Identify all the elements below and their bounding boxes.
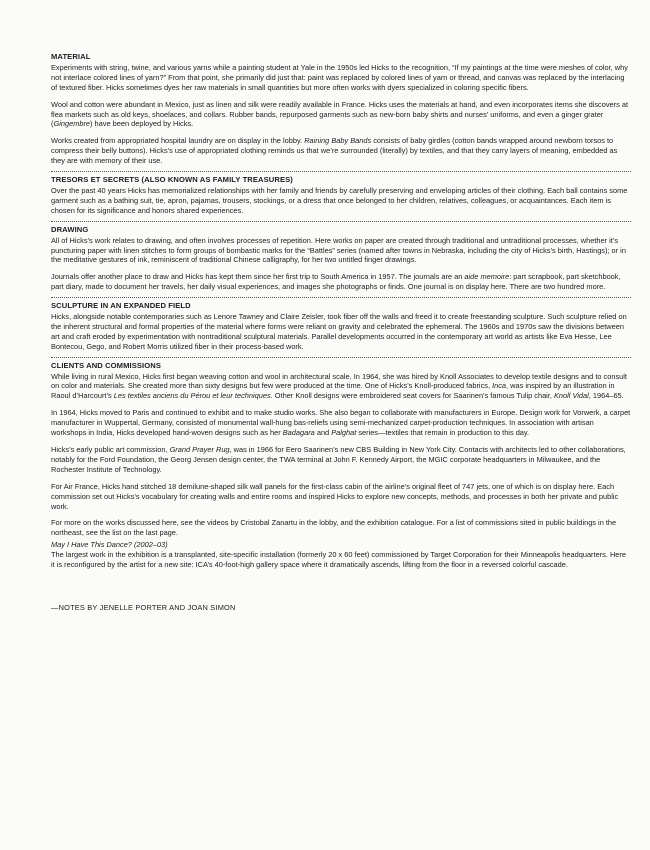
- paragraph: [51, 100, 631, 130]
- text-run: For more on the works discussed here, see the videos by Cristobal Zanartu in the lobby, and the exhibition catalogue. For a list of commissions sited in public buildings in the northeast, see the list on the last page.: [51, 518, 617, 538]
- paragraph: [51, 518, 631, 538]
- italic-title: Badagara: [282, 428, 315, 438]
- text-run: and: [314, 428, 332, 438]
- italic-title: Raining Baby Bands: [304, 136, 372, 146]
- section-clients-and-commissions: [51, 357, 631, 539]
- paragraph: [51, 445, 631, 475]
- section-sculpture-in-an-expanded-field: [51, 297, 631, 352]
- paragraph: [51, 236, 631, 266]
- text-run: Over the past 40 years Hicks has memorialized relationships with her family and friends by carefully preserving and enveloping articles of their clothing. Each ball contains some garment such as a bathing suit, tie, apron, pajamas, trousers, stockings, or a dress that once belonged to her children, relatives, colleagues, or acquaintances. Each item is chosen for its significance and honors shared experiences.: [51, 185, 628, 215]
- text-run: Hicks’s early public art commission,: [51, 445, 170, 454]
- text-run: Experiments with string, twine, and various yarns while a painting student at Yale in the 1950s led Hicks to the recognition, “If my paintings at the time were meshes of color, why not interlace colored lines of yarn?” From that point, she primarily did just that: paint was replaced by colored lines of yarn or thread, and canvas was replaced by the interlacing of textured fiber. Hicks sometimes dyes her raw materials in small quantities but more often works with dyers specialized in coloring specific fibers.: [51, 62, 628, 92]
- paragraph: [51, 186, 631, 216]
- italic-title: Les textiles anciens du Pérou et leur techniques: [113, 391, 271, 401]
- text-run: In 1964, Hicks moved to Paris and continued to exhibit and to make studio works. She also began to collaborate with manufacturers in Europe. Design work for Vorwerk, a carpet manufacturer in Wuppertal, Germany, consisted of monumental wall-hung bas-reliefs using semi-mechanized carpet-production techniques. In association with artisan workshops in India, Hicks developed hand-woven designs such as her: [51, 408, 631, 438]
- paragraph: [51, 312, 631, 352]
- text-run: series—textiles that remain in production to this day.: [356, 428, 530, 438]
- section-tresors-et-secrets-also-known-as-family-treasures: [51, 171, 631, 216]
- section-heading: SCULPTURE IN AN EXPANDED FIELD: [51, 301, 191, 311]
- section-divider: [51, 357, 631, 358]
- section-divider: [51, 297, 631, 298]
- paragraph: [51, 372, 631, 402]
- text-run: ) have been deployed by Hicks.: [90, 119, 194, 129]
- italic-title: aide memoire: [464, 272, 510, 282]
- italic-title: Knoll Vidal: [553, 391, 589, 401]
- text-run: consists of baby girdles (cotton bands wrapped around newborn torsos to compress their belly buttons). Hicks’s use of appropriated clothing reminds us that we’re surrounded (literally) by textiles, and that they carry layers of meaning, embedded as they are with memory of their use.: [51, 136, 618, 166]
- text-run: , 1964–65.: [588, 391, 624, 401]
- text-run: , was in 1966 for Eero Saarinen’s new CBS Building in New York City. Contacts with architects led to other collaborations, notably for the Ford Foundation, the Georg Jensen design center, the TWA terminal at John F. Kennedy Airport, the MGIC corporate headquarters in Milwaukee, and the Rochester Institute of Technology.: [51, 445, 626, 474]
- subwork-title: May I Have This Dance?: [51, 540, 132, 550]
- italic-title: Inca: [492, 381, 507, 391]
- section-heading: DRAWING: [51, 224, 89, 234]
- section-heading: CLIENTS AND COMMISSIONS: [51, 360, 162, 370]
- subwork-dates: (2002–03): [131, 540, 168, 550]
- italic-title: Gingembre: [53, 119, 91, 129]
- paragraph: [51, 482, 631, 512]
- section-drawing: [51, 221, 631, 292]
- section-divider: [51, 221, 631, 222]
- text-run: Wool and cotton were abundant in Mexico, just as linen and silk were readily available in France. Hicks uses the materials at hand, and even incorporates items she discovers at flea markets such as old keys, shoelaces, and collars. Rubber bands, repurposed garments such as new-born baby shirts and nurses’ uniforms, and even a ginger grater (: [51, 99, 629, 129]
- section-material: [51, 52, 631, 166]
- section-heading: TRESORS ET SECRETS (ALSO KNOWN AS FAMILY TREASURES): [51, 175, 293, 185]
- text-run: Journals offer another place to draw and Hicks has kept them since her first trip to South America in 1957. The journals are an: [51, 272, 465, 282]
- section-divider: [51, 171, 631, 172]
- section-heading: MATERIAL: [51, 52, 91, 61]
- text-run: , was inspired by an illustration in Raoul d’Harcourt’s: [51, 381, 615, 401]
- subwork-text: The largest work in the exhibition is a transplanted, site-specific installation (formerly 20 x 60 feet) commissioned by Target Corporation for their Minneapolis headquarters. Here it is reconfigured by the artist for a new site: ICA’s 40-foot-high gallery space where it dramatically ascends, lifting from the floor in a reversed colorful cascade.: [51, 550, 626, 570]
- sections-container: [51, 52, 631, 538]
- text-run: Hicks, alongside notable contemporaries such as Lenore Tawney and Claire Zeisler, took fiber off the walls and freed it to create freestanding sculpture. Such sculpture relied on the inherent structural and formal properties of the material where forms were reliant on gravity and celebrated the ephemeral. The 1960s and 1970s saw the divisions between art and craft eroded by experimentation with nontraditional sculptural materials. Parallel developments occurred in the contemporary art world as artists like Eva Hesse, Lee Bontecou, Gego, and Robert Morris utilized fiber in their process-based work.: [51, 312, 627, 351]
- notes-credit: —NOTES BY JENELLE PORTER AND JOAN SIMON: [51, 602, 236, 612]
- italic-title: Grand Prayer Rug: [169, 445, 230, 454]
- text-run: While living in rural Mexico, Hicks first began weaving cotton and wool in architectural scale. In 1964, she was hired by Knoll Associates to develop textile designs and to consult on color and materials. She created more than sixty designs but few were produced at the time. One of Hicks’s Knoll-produced fabrics,: [51, 371, 627, 391]
- paragraph: [51, 272, 631, 292]
- text-run: : part scrapbook, part sketchbook, part diary, made to document her travels, her daily visual experiences, and images she photographs or finds. One journal is on display here. There are two hundred more.: [51, 272, 621, 292]
- subwork-title-line: [51, 540, 631, 550]
- text-run: Works created from appropriated hospital laundry are on display in the lobby.: [51, 136, 305, 146]
- text-run: All of Hicks’s work relates to drawing, and often involves processes of repetition. Here works on paper are created through traditional and untraditional processes, whether it’s puncturing paper with linen stitches to form groups of bombastic marks for the “Battles” series (named after towns in Nebraska, including the city of Hicks’s birth, Hastings); or in the meditative gestures of ink, reminiscent of traditional Chinese calligraphy, for her two untitled finger drawings.: [51, 235, 626, 265]
- paragraph: [51, 408, 631, 438]
- italic-title: Palghat: [331, 428, 357, 438]
- paragraph: [51, 136, 631, 166]
- text-run: . Other Knoll designs were embroidered seat covers for Saarinen’s famous Tulip chair,: [270, 391, 554, 401]
- paragraph: [51, 63, 631, 93]
- text-run: For Air France, Hicks hand stitched 18 demilune-shaped silk wall panels for the first-class cabin of the airline’s original fleet of 747 jets, one of which is on display here. Each commission set out Hicks’s vocabulary for creating walls and entire rooms and inspired Hicks to explore new concepts, methods, and processes in both her private and public work.: [51, 481, 619, 511]
